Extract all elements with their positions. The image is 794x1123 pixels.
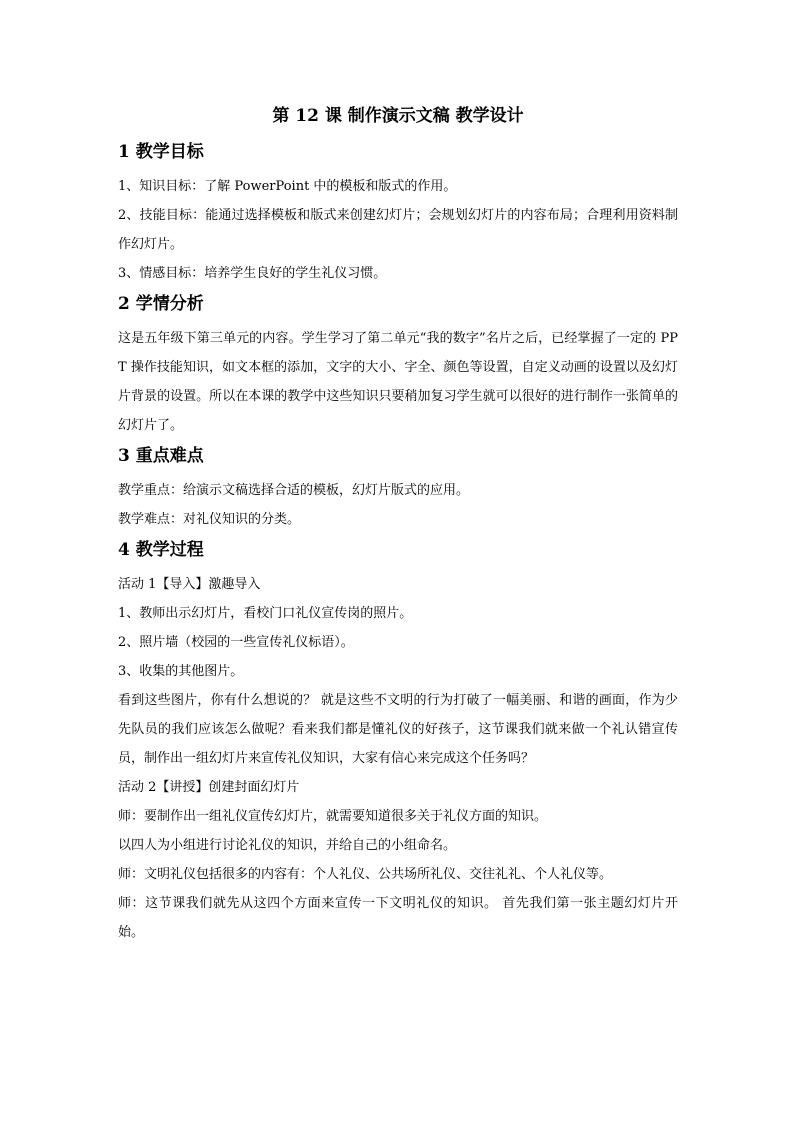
- section-heading: 2 学情分析: [118, 294, 204, 314]
- section-heading: 1 教学目标: [118, 142, 204, 162]
- paragraph: 1、教师出示幻灯片，看校门口礼仪宣传岗的照片。: [118, 606, 413, 621]
- paragraph: 以四人为小组进行讨论礼仪的知识，并给自己的小组命名。: [118, 838, 457, 853]
- paragraph: 教学难点：对礼仪知识的分类。: [118, 512, 301, 527]
- paragraph: 教学重点：给演示文稿选择合适的模板，幻灯片版式的应用。: [118, 483, 470, 498]
- paragraph: 师：要制作出一组礼仪宣传幻灯片，就需要知道很多关于礼仪方面的知识。: [118, 809, 548, 824]
- activity-label: 活动 1【导入】激趣导入: [118, 577, 261, 592]
- section-teaching-objectives: [118, 140, 678, 288]
- document-body: [118, 104, 678, 947]
- section-key-points: [118, 444, 678, 534]
- paragraph: 2、技能目标：能通过选择模板和版式来创建幻灯片；会规划幻灯片的内容布局；合理利用资料制作幻灯片。: [118, 208, 678, 252]
- section-learner-analysis: [118, 292, 678, 440]
- document-title: 第 12 课 制作演示文稿 教学设计: [272, 106, 524, 126]
- section-teaching-process: [118, 538, 678, 947]
- paragraph: 1、知识目标：了解 PowerPoint 中的模板和版式的作用。: [118, 179, 457, 194]
- paragraph: 3、情感目标：培养学生良好的学生礼仪习惯。: [118, 266, 387, 281]
- paragraph: 师：文明礼仪包括很多的内容有：个人礼仪、公共场所礼仪、交往礼礼、个人礼仪等。: [118, 867, 613, 882]
- activity-label: 活动 2【讲授】创建封面幻灯片: [118, 780, 300, 795]
- section-heading: 4 教学过程: [118, 540, 204, 560]
- paragraph: 师：这节课我们就先从这四个方面来宣传一下文明礼仪的知识。 首先我们第一张主题幻灯片开始。: [118, 896, 678, 940]
- paragraph: 这是五年级下第三单元的内容。学生学习了第二单元“我的数字”名片之后，已经掌握了一定的 PPT 操作技能知识，如文本框的添加，文字的大小、字全、颜色等设置，自定义动画的设置以及幻灯片背景的设置。所以在本课的教学中这些知识只要稍加复习学生就可以很好的进行制作一张简单的幻灯片了。: [118, 331, 678, 433]
- section-heading: 3 重点难点: [118, 446, 204, 466]
- paragraph: 3、收集的其他图片。: [118, 664, 244, 679]
- paragraph: 看到这些图片，你有什么想说的？ 就是这些不文明的行为打破了一幅美丽、和谐的画面，作为少先队员的我们应该怎么做呢？看来我们都是懂礼仪的好孩子，这节课我们就来做一个礼认错宣传员，制作出一组幻灯片来宣传礼仪知识，大家有信心来完成这个任务吗？: [118, 693, 678, 766]
- paragraph: 2、照片墙（校园的一些宣传礼仪标语）。: [118, 635, 354, 650]
